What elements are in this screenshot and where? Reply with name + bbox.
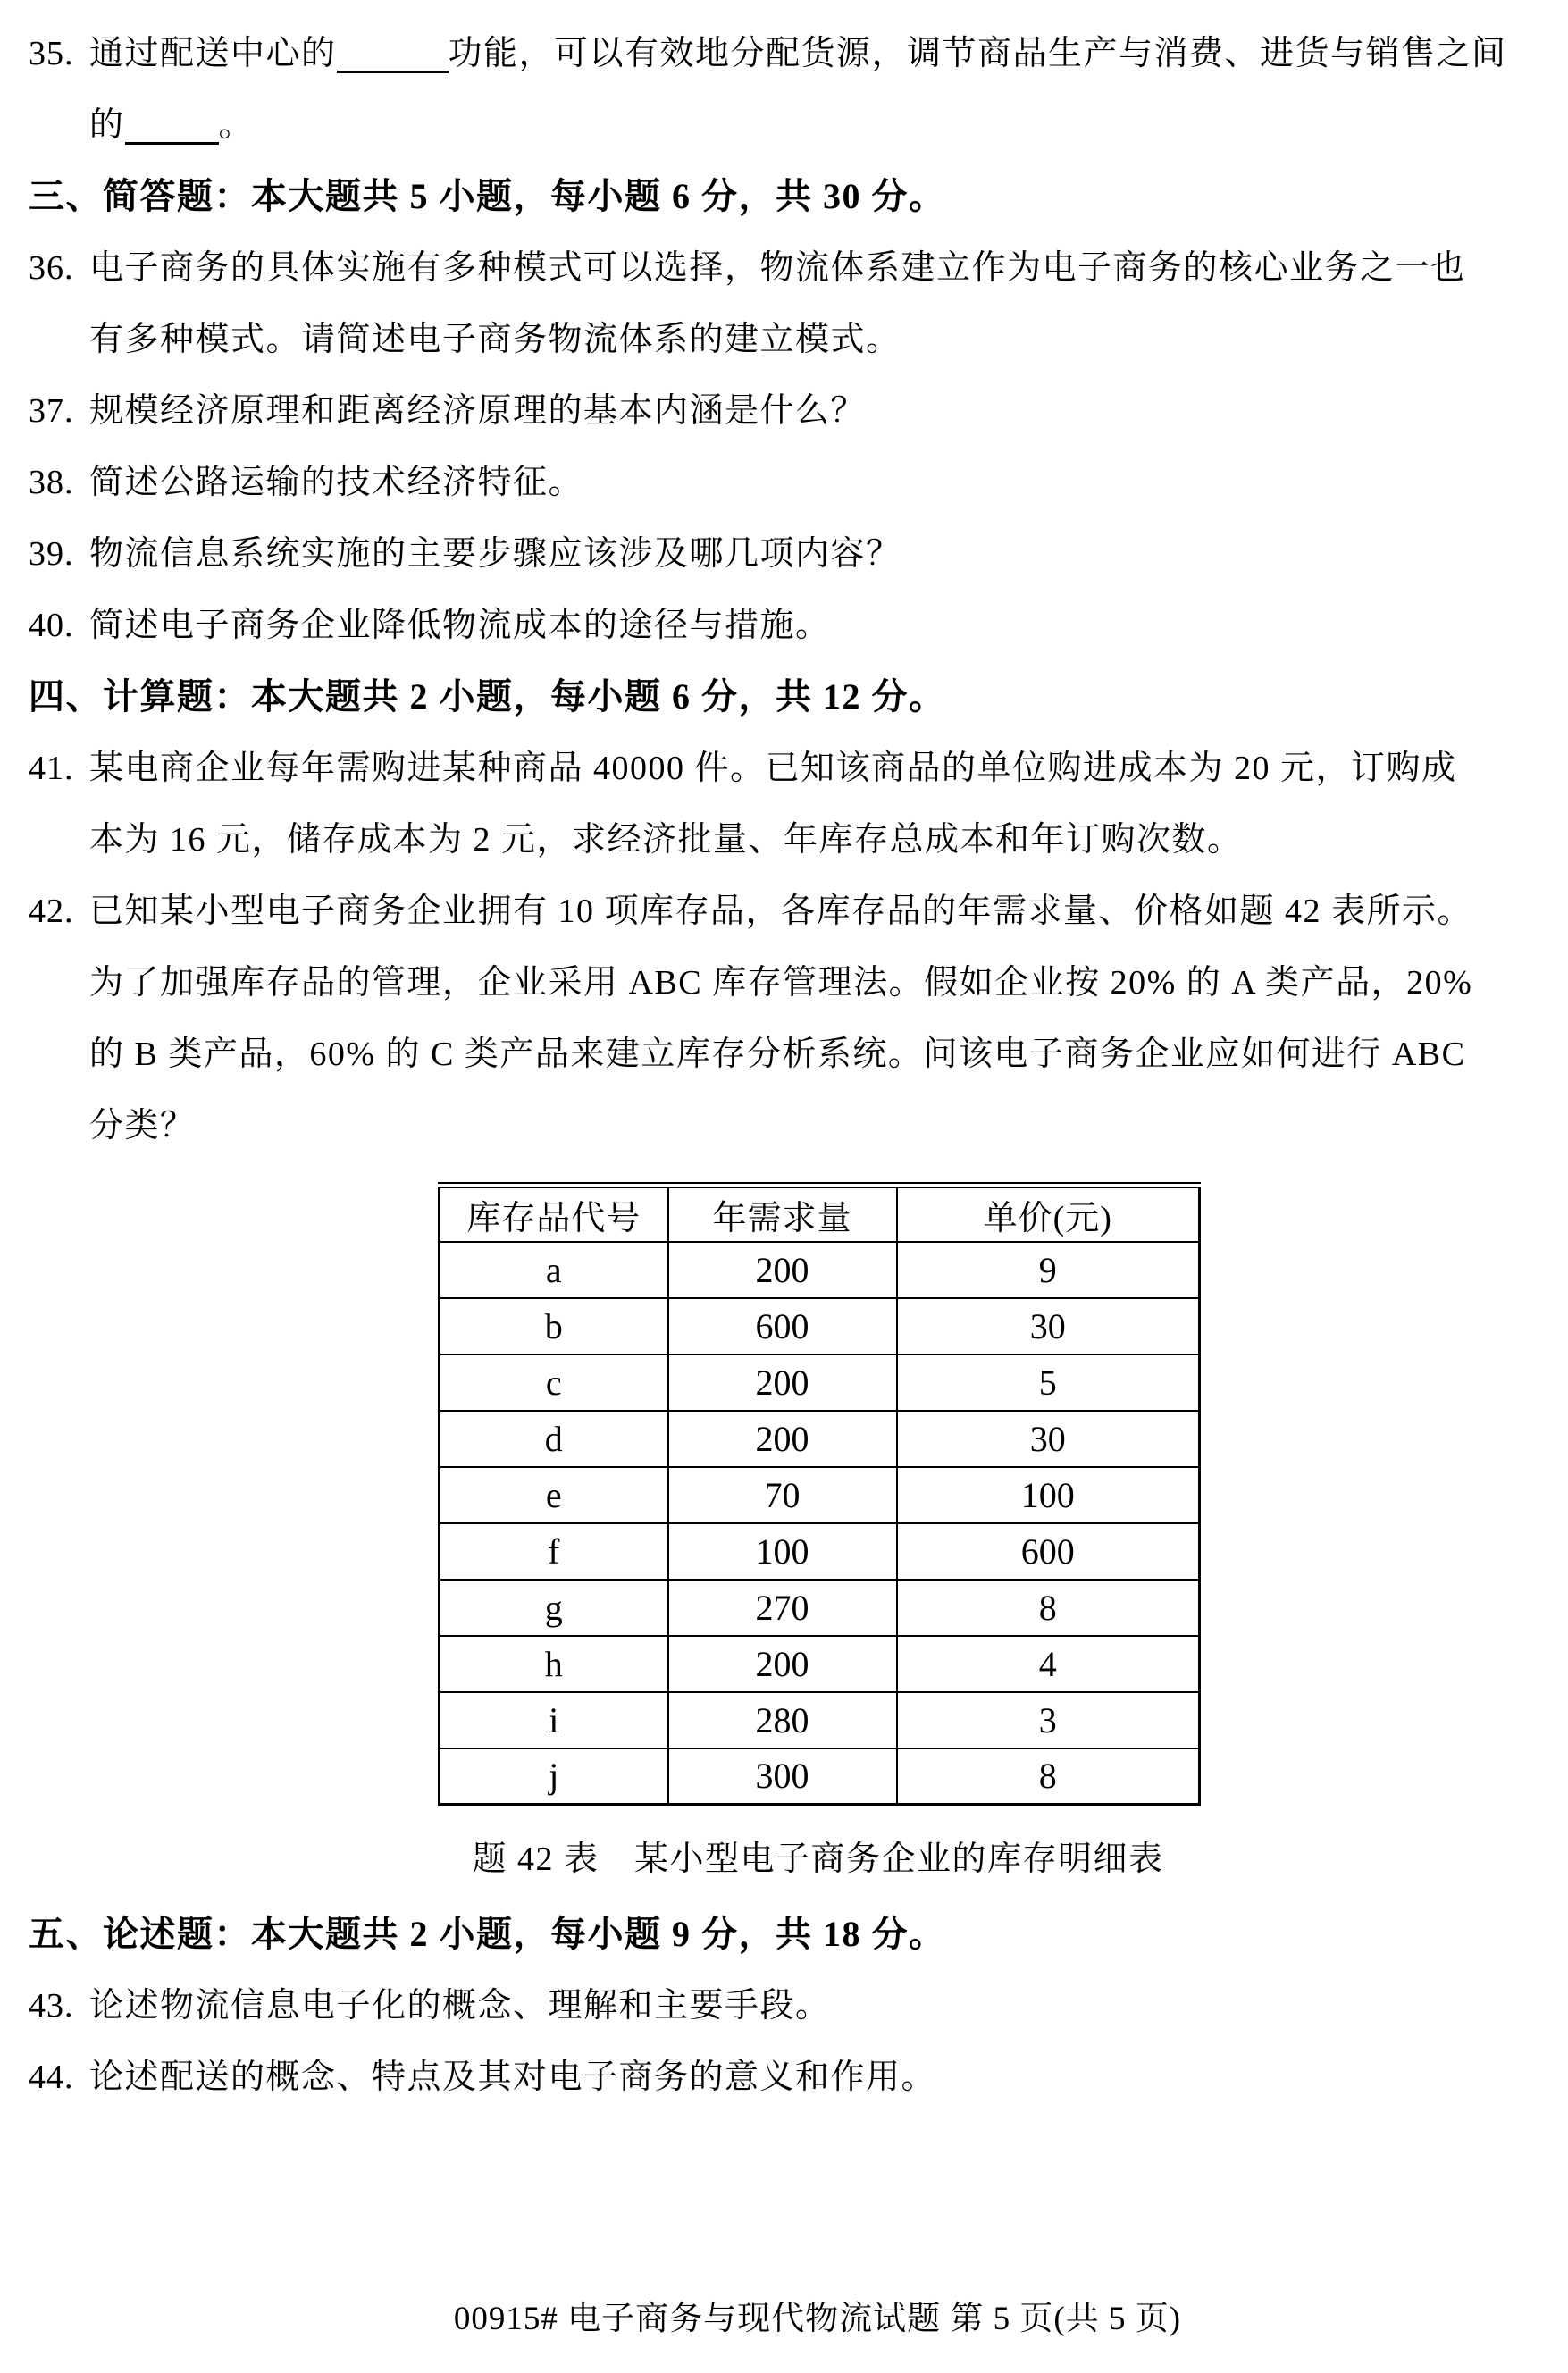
question-35-number: 35.	[29, 35, 74, 72]
header-item-code: 库存品代号	[440, 1186, 668, 1242]
cell-price: 9	[897, 1242, 1200, 1298]
table-row	[440, 1467, 1200, 1523]
question-44-text: 论述配送的概念、特点及其对电子商务的意义和作用。	[89, 2059, 937, 2096]
question-43	[0, 1970, 1568, 2042]
cell-code: e	[440, 1467, 668, 1523]
cell-code: j	[440, 1748, 668, 1805]
table-row	[440, 1298, 1200, 1354]
question-38-number: 38.	[29, 464, 74, 501]
question-41-line-1	[0, 733, 1568, 804]
question-42-number: 42.	[29, 893, 74, 930]
cell-demand: 70	[668, 1467, 897, 1523]
question-36-line-1	[0, 232, 1568, 304]
cell-code: h	[440, 1636, 668, 1692]
table-row	[440, 1636, 1200, 1692]
question-36-text-line-1: 电子商务的具体实施有多种模式可以选择，物流体系建立作为电子商务的核心业务之一也	[89, 249, 1466, 287]
cell-demand: 200	[668, 1354, 897, 1411]
question-38	[0, 447, 1568, 518]
question-35-line2-before-blank: 的	[89, 106, 125, 144]
table-header-row	[440, 1186, 1200, 1242]
question-43-text: 论述物流信息电子化的概念、理解和主要手段。	[89, 1987, 831, 2025]
question-40-number: 40.	[29, 607, 74, 644]
question-40-text: 简述电子商务企业降低物流成本的途径与措施。	[89, 607, 831, 644]
question-35-text-after-blank: 功能，可以有效地分配货源，调节商品生产与消费、进货与销售之间	[448, 35, 1507, 72]
table-row	[440, 1354, 1200, 1411]
cell-price: 30	[897, 1411, 1200, 1467]
cell-price: 100	[897, 1467, 1200, 1523]
question-42-text-line-1: 已知某小型电子商务企业拥有 10 项库存品，各库存品的年需求量、价格如题 42 表所示。	[89, 893, 1473, 930]
question-38-text: 简述公路运输的技术经济特征。	[89, 464, 584, 501]
cell-demand: 280	[668, 1692, 897, 1748]
question-37-text: 规模经济原理和距离经济原理的基本内涵是什么？	[89, 392, 867, 430]
table-row	[440, 1523, 1200, 1580]
cell-price: 3	[897, 1692, 1200, 1748]
question-41-line-2: 本为 16 元，储存成本为 2 元，求经济批量、年库存总成本和年订购次数。	[89, 821, 1243, 859]
cell-code: c	[440, 1354, 668, 1411]
table-row	[440, 1748, 1200, 1805]
fill-in-blank-2	[125, 107, 219, 145]
section-3-heading: 三、简答题：本大题共 5 小题，每小题 6 分，共 30 分。	[29, 176, 946, 216]
cell-price: 5	[897, 1354, 1200, 1411]
cell-code: f	[440, 1523, 668, 1580]
cell-demand: 100	[668, 1523, 897, 1580]
question-35-line-1	[0, 18, 1568, 89]
cell-demand: 200	[668, 1636, 897, 1692]
header-annual-demand: 年需求量	[668, 1186, 897, 1242]
question-37-number: 37.	[29, 392, 74, 430]
question-42-line-3: 的 B 类产品，60% 的 C 类产品来建立库存分析系统。问该电子商务企业应如何进行 ABC	[89, 1036, 1466, 1073]
cell-price: 8	[897, 1748, 1200, 1805]
cell-code: d	[440, 1411, 668, 1467]
cell-demand: 200	[668, 1242, 897, 1298]
cell-demand: 300	[668, 1748, 897, 1805]
cell-code: a	[440, 1242, 668, 1298]
cell-demand: 600	[668, 1298, 897, 1354]
cell-code: g	[440, 1580, 668, 1636]
header-unit-price: 单价(元)	[897, 1186, 1200, 1242]
inventory-table	[438, 1182, 1201, 1806]
question-39	[0, 518, 1568, 590]
cell-demand: 270	[668, 1580, 897, 1636]
question-44-number: 44.	[29, 2059, 74, 2096]
question-39-text: 物流信息系统实施的主要步骤应该涉及哪几项内容？	[89, 535, 901, 573]
cell-price: 600	[897, 1523, 1200, 1580]
question-35-text-before-blank: 通过配送中心的	[89, 35, 337, 72]
question-35-line-2	[0, 89, 1568, 161]
question-40	[0, 590, 1568, 661]
question-35-line2-after-blank: 。	[218, 106, 255, 144]
table-42-caption: 题 42 表 某小型电子商务企业的库存明细表	[472, 1841, 1164, 1878]
question-42-line-4: 分类？	[89, 1107, 196, 1145]
table-row	[440, 1242, 1200, 1298]
cell-code: i	[440, 1692, 668, 1748]
fill-in-blank-1	[337, 36, 449, 73]
section-5-heading: 五、论述题：本大题共 2 小题，每小题 9 分，共 18 分。	[29, 1914, 946, 1954]
table-row	[440, 1411, 1200, 1467]
cell-price: 4	[897, 1636, 1200, 1692]
question-41-text-line-1: 某电商企业每年需购进某种商品 40000 件。已知该商品的单位购进成本为 20 元，订购成	[89, 750, 1457, 787]
page-footer: 00915# 电子商务与现代物流试题 第 5 页(共 5 页)	[453, 2301, 1182, 2337]
question-39-number: 39.	[29, 535, 74, 573]
question-41-number: 41.	[29, 750, 74, 787]
cell-code: b	[440, 1298, 668, 1354]
table-row	[440, 1692, 1200, 1748]
cell-price: 8	[897, 1580, 1200, 1636]
cell-price: 30	[897, 1298, 1200, 1354]
inventory-table-wrapper	[438, 1182, 1568, 1806]
question-36-number: 36.	[29, 249, 74, 287]
question-42-line-1	[0, 876, 1568, 947]
question-44	[0, 2042, 1568, 2113]
question-36-line-2: 有多种模式。请简述电子商务物流体系的建立模式。	[89, 321, 901, 358]
question-43-number: 43.	[29, 1987, 74, 2025]
table-row	[440, 1580, 1200, 1636]
question-42-line-2: 为了加强库存品的管理，企业采用 ABC 库存管理法。假如企业按 20% 的 A 类产品，20%	[89, 964, 1473, 1002]
question-37	[0, 375, 1568, 447]
section-4-heading: 四、计算题：本大题共 2 小题，每小题 6 分，共 12 分。	[29, 676, 946, 717]
cell-demand: 200	[668, 1411, 897, 1467]
